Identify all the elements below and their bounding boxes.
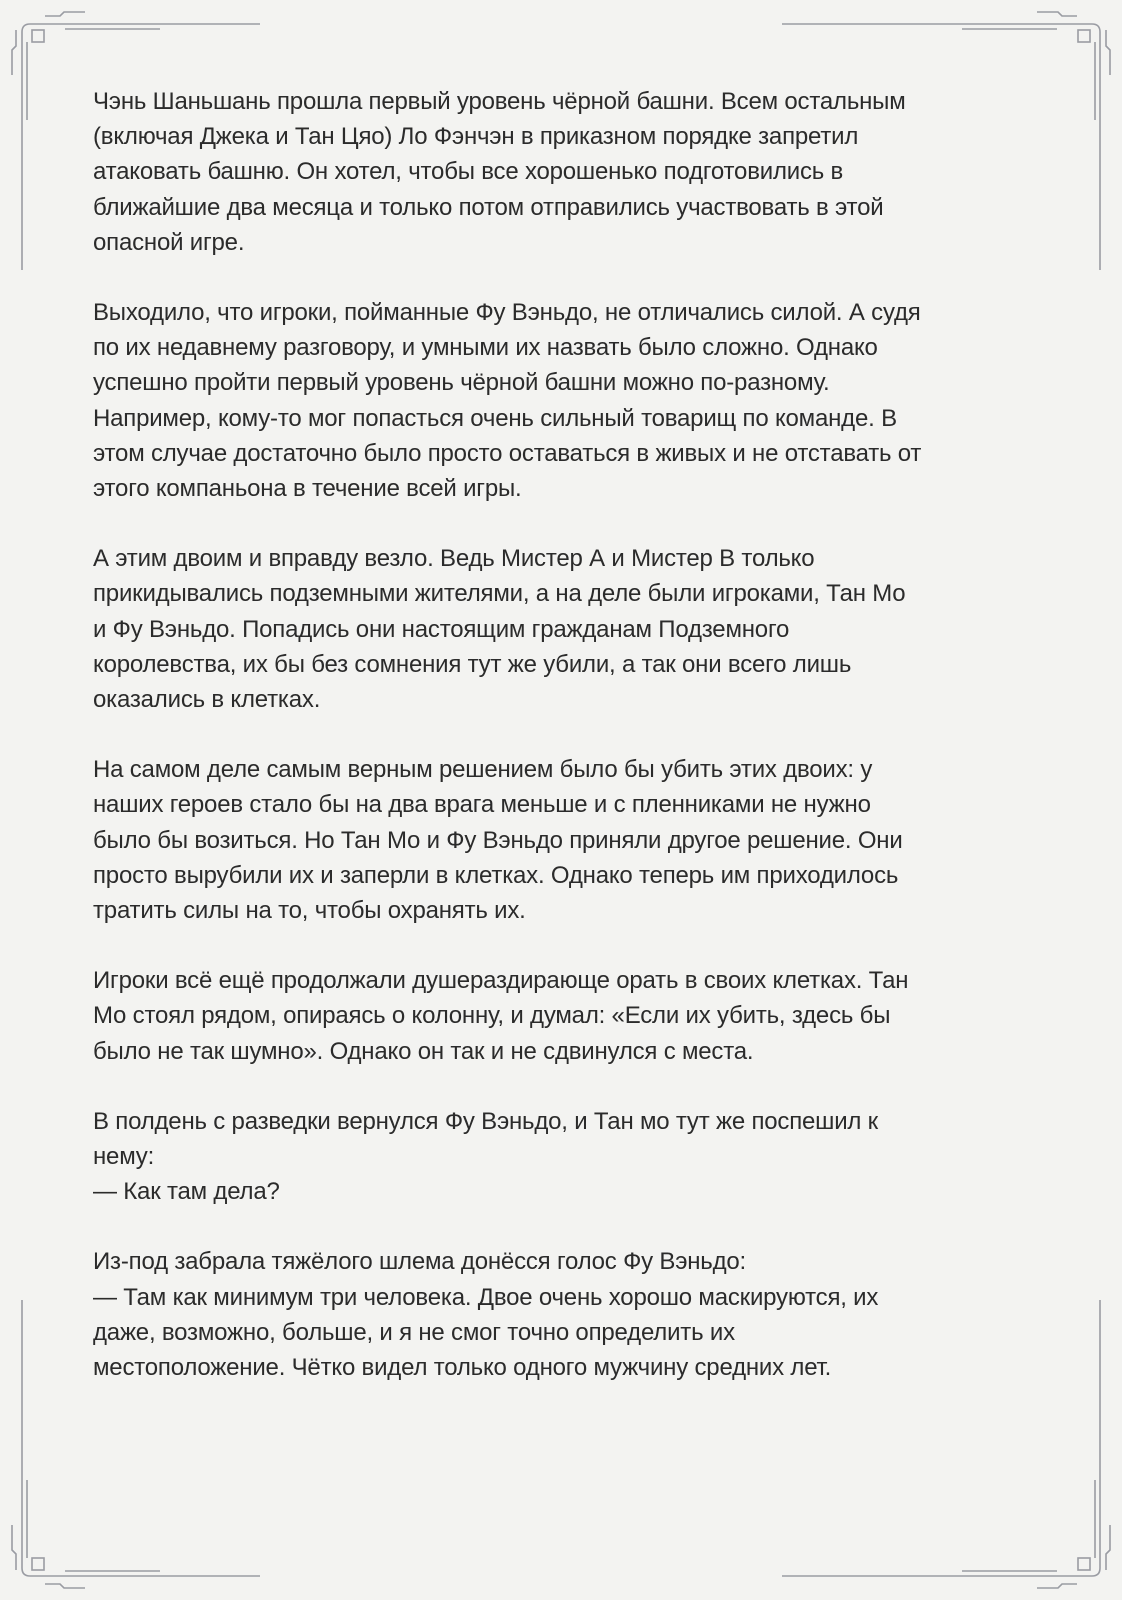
- text-line: нему:: [93, 1143, 155, 1171]
- text-line: — Там как минимум три человека. Двое очень хорошо маскируются, их: [93, 1283, 879, 1311]
- text-line: — Как там дела?: [93, 1178, 280, 1206]
- paragraph: [93, 541, 1053, 717]
- text-line: наших героев стало бы на два врага меньше и с пленниками не нужно: [93, 791, 871, 819]
- paragraph: [93, 1244, 1053, 1385]
- text-line: оказались в клетках.: [93, 686, 321, 714]
- paragraph: [93, 1104, 1053, 1210]
- text-line: На самом деле самым верным решением было бы убить этих двоих: у: [93, 756, 873, 784]
- paragraph: [93, 295, 1053, 506]
- text-line: Выходило, что игроки, пойманные Фу Вэньдо, не отличались силой. А судя: [93, 299, 921, 327]
- text-line: успешно пройти первый уровень чёрной башни можно по-разному.: [93, 369, 830, 397]
- text-line: просто вырубили их и заперли в клетках. Однако теперь им приходилось: [93, 861, 899, 889]
- text-line: Игроки всё ещё продолжали душераздирающе орать в своих клетках. Тан: [93, 967, 909, 995]
- text-line: В полдень с разведки вернулся Фу Вэньдо, и Тан мо тут же поспешил к: [93, 1107, 878, 1135]
- text-line: Например, кому-то мог попасться очень сильный товарищ по команде. В: [93, 404, 897, 432]
- text-line: по их недавнему разговору, и умными их назвать было сложно. Однако: [93, 334, 878, 362]
- paragraph: [93, 84, 1053, 260]
- text-line: прикидывались подземными жителями, а на деле были игроками, Тан Мо: [93, 580, 906, 608]
- document-body: [93, 84, 1053, 1420]
- text-line: Мо стоял рядом, опираясь о колонну, и думал: «Если их убить, здесь бы: [93, 1002, 891, 1030]
- text-line: Из-под забрала тяжёлого шлема донёсся голос Фу Вэньдо:: [93, 1248, 747, 1276]
- text-line: этом случае достаточно было просто оставаться в живых и не отставать от: [93, 439, 922, 467]
- text-line: королевства, их бы без сомнения тут же убили, а так они всего лишь: [93, 650, 852, 678]
- text-line: и Фу Вэньдо. Попадись они настоящим гражданам Подземного: [93, 615, 790, 643]
- text-line: атаковать башню. Он хотел, чтобы все хорошенько подготовились в: [93, 158, 844, 186]
- paragraph: [93, 963, 1053, 1069]
- text-line: ближайшие два месяца и только потом отправились участвовать в этой: [93, 193, 884, 221]
- text-line: даже, возможно, больше, и я не смог точно определить их: [93, 1318, 735, 1346]
- text-line: этого компаньона в течение всей игры.: [93, 475, 522, 503]
- text-line: А этим двоим и вправду везло. Ведь Мистер А и Мистер В только: [93, 545, 815, 573]
- text-line: местоположение. Чётко видел только одного мужчину средних лет.: [93, 1354, 832, 1382]
- text-line: было бы возиться. Но Тан Мо и Фу Вэньдо приняли другое решение. Они: [93, 826, 903, 854]
- text-line: тратить силы на то, чтобы охранять их.: [93, 897, 526, 925]
- text-line: опасной игре.: [93, 228, 245, 256]
- text-line: (включая Джека и Тан Цяо) Ло Фэнчэн в приказном порядке запретил: [93, 123, 859, 151]
- text-line: было не так шумно». Однако он так и не сдвинулся с места.: [93, 1037, 754, 1065]
- paragraph: [93, 752, 1053, 928]
- text-line: Чэнь Шаньшань прошла первый уровень чёрной башни. Всем остальным: [93, 88, 906, 115]
